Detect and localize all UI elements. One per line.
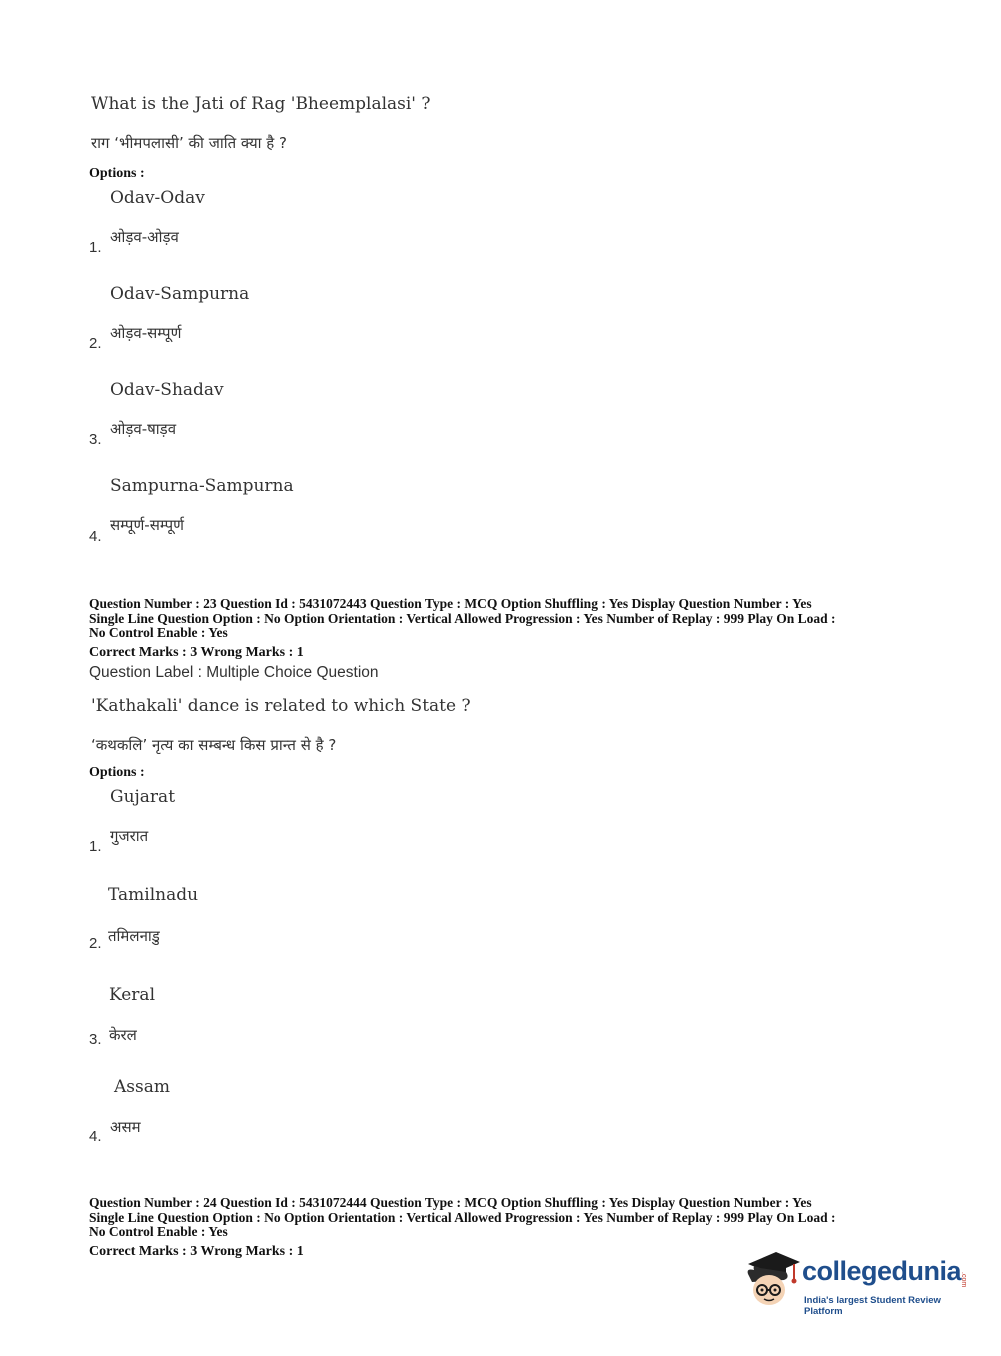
- logo-suffix: .com: [960, 1272, 967, 1288]
- q23-option-3-number: 3.: [89, 1031, 102, 1048]
- q22-option-3-number: 3.: [89, 431, 102, 448]
- q23-option-4-number: 4.: [89, 1128, 102, 1145]
- mascot-graduate-icon: [742, 1250, 802, 1312]
- q22-option-1-hi: ओड़व-ओड़व: [110, 228, 179, 246]
- q23-option-2-hi: तमिलनाडु: [108, 927, 160, 945]
- question-23-options-heading: Options :: [89, 765, 145, 780]
- logo-tagline: India's largest Student Review Platform: [804, 1295, 941, 1317]
- question-22-text-en: What is the Jati of Rag 'Bheemplalasi' ?: [91, 94, 431, 114]
- q22-option-4-en: Sampurna-Sampurna: [110, 476, 294, 496]
- q23-option-4-hi: असम: [110, 1118, 141, 1136]
- q22-option-1-en: Odav-Odav: [110, 188, 205, 208]
- collegedunia-logo: [742, 1250, 972, 1320]
- question-23-text-en: 'Kathakali' dance is related to which State ?: [91, 696, 471, 716]
- question-24-meta-line3: No Control Enable : Yes: [89, 1224, 228, 1239]
- question-24-meta-line1: Question Number : 24 Question Id : 5431072444 Question Type : MCQ Option Shuffling : Yes Display Question Number : Yes: [89, 1195, 812, 1210]
- question-24-marks: Correct Marks : 3 Wrong Marks : 1: [89, 1244, 304, 1259]
- q23-option-4-en: Assam: [114, 1077, 170, 1097]
- q22-option-2-number: 2.: [89, 335, 102, 352]
- q23-option-1-hi: गुजरात: [110, 827, 149, 845]
- q22-option-4-number: 4.: [89, 528, 102, 545]
- question-22-options-heading: Options :: [89, 166, 145, 181]
- q23-option-3-hi: केरल: [109, 1026, 137, 1044]
- question-23-meta-line2: Single Line Question Option : No Option Orientation : Vertical Allowed Progression : Yes Number of Replay : 999 Play On Load :: [89, 610, 836, 626]
- q22-option-4-hi: सम्पूर्ण-सम्पूर्ण: [110, 516, 184, 534]
- q23-option-1-number: 1.: [89, 838, 102, 855]
- q23-option-1-en: Gujarat: [110, 787, 176, 807]
- question-23-meta-line1: Question Number : 23 Question Id : 5431072443 Question Type : MCQ Option Shuffling : Yes Display Question Number : Yes: [89, 596, 812, 611]
- q22-option-2-hi: ओड़व-सम्पूर्ण: [110, 324, 182, 342]
- question-23-marks: Correct Marks : 3 Wrong Marks : 1: [89, 645, 304, 660]
- logo-wordmark: collegedunia: [802, 1256, 962, 1286]
- question-22-text-hi: राग ‘भीमपलासी’ की जाति क्या है ?: [91, 134, 288, 152]
- q22-option-3-en: Odav-Shadav: [110, 380, 224, 400]
- question-23-meta-line3: No Control Enable : Yes: [89, 625, 228, 640]
- question-24-metadata: [89, 1196, 919, 1240]
- question-23-label: Question Label : Multiple Choice Question: [89, 664, 379, 681]
- q23-option-2-en: Tamilnadu: [108, 885, 199, 905]
- q22-option-2-en: Odav-Sampurna: [110, 284, 250, 304]
- q22-option-1-number: 1.: [89, 239, 102, 256]
- q23-option-2-number: 2.: [89, 935, 102, 952]
- question-23-text-hi: ‘कथकलि’ नृत्य का सम्बन्ध किस प्रान्त से है ?: [91, 736, 337, 754]
- q23-option-3-en: Keral: [109, 985, 156, 1005]
- question-23-metadata: [89, 597, 919, 641]
- q22-option-3-hi: ओड़व-षाड़व: [110, 420, 177, 438]
- question-24-meta-line2: Single Line Question Option : No Option Orientation : Vertical Allowed Progression : Yes Number of Replay : 999 Play On Load :: [89, 1209, 836, 1225]
